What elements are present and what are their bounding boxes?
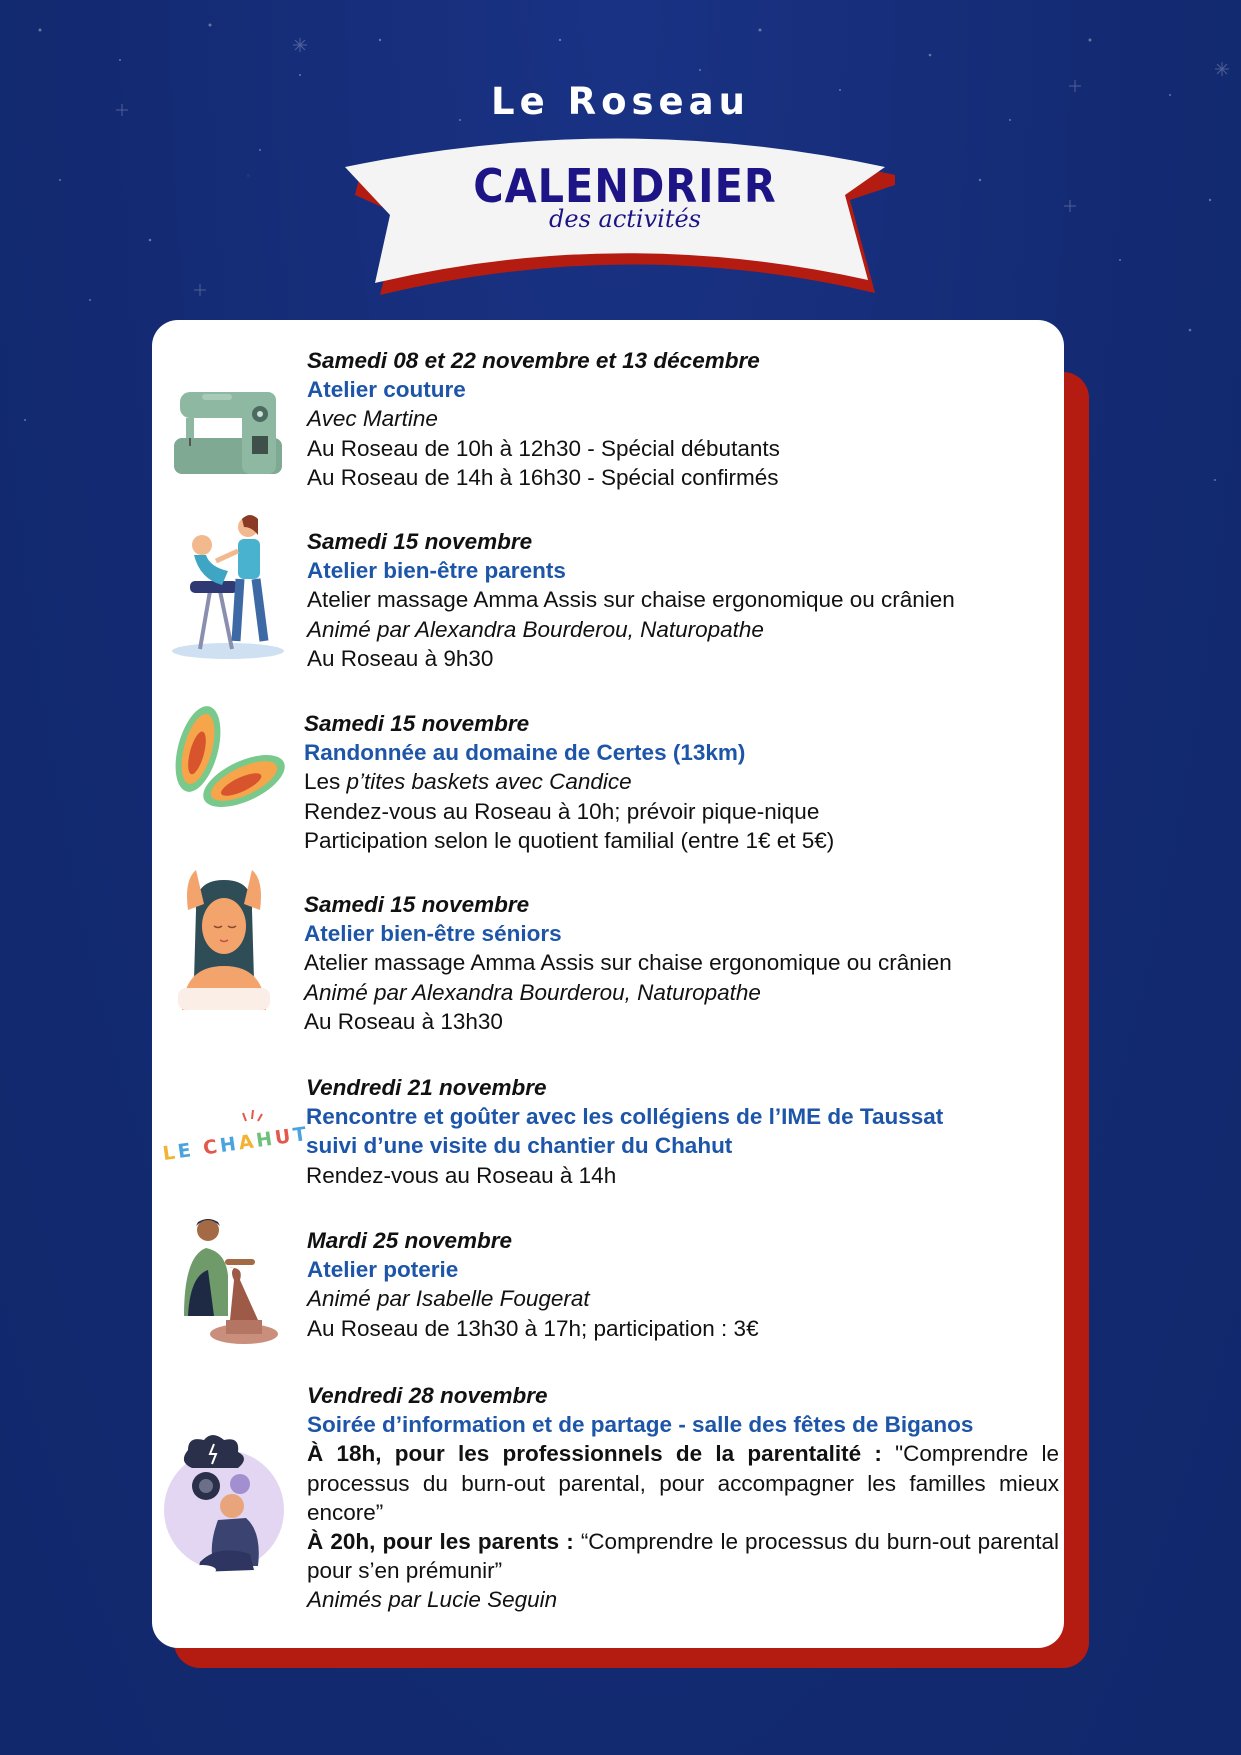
event-line: Au Roseau de 14h à 16h30 - Spécial confirmés [307, 464, 779, 490]
event-paragraph-lead: À 18h, pour les professionnels de la parentalité : [307, 1441, 882, 1467]
event-date: Samedi 15 novembre [304, 711, 530, 736]
event-paragraph-text: “Comprendre le processus du burn-out parental pour s’en prémunir” [307, 1529, 1059, 1584]
svg-text:LE CHAHUT: LE CHAHUT [161, 1122, 311, 1166]
event-date: Mardi 25 novembre [307, 1228, 513, 1253]
event-title: Soirée d’information et de partage - salle des fêtes de Biganos [307, 1412, 974, 1438]
event-line: Avec Martine [307, 406, 438, 432]
sewing-machine-icon [172, 386, 284, 476]
event-line: Au Roseau de 13h30 à 17h; participation : 3€ [307, 1315, 759, 1341]
event-title-continued: suivi d’une visite du chantier du Chahut [306, 1133, 733, 1159]
event-line: Au Roseau à 13h30 [304, 1008, 503, 1034]
event-title: Atelier poterie [307, 1257, 459, 1283]
banner-title: CALENDRIER [473, 159, 777, 213]
event-date: Samedi 15 novembre [307, 529, 533, 554]
event-line: Au Roseau à 9h30 [307, 645, 494, 671]
event-paragraph-text: "Comprendre le processus du burn-out parental, pour accompagner les familles mieux encore” [307, 1441, 1059, 1525]
event-date: Vendredi 21 novembre [306, 1075, 547, 1100]
event-line-prefix: Les [304, 769, 347, 795]
event-paragraph [307, 1527, 1059, 1585]
pottery-icon [174, 1216, 284, 1348]
event-line: Animés par Lucie Seguin [307, 1587, 558, 1613]
event-date: Samedi 08 et 22 novembre et 13 décembre [307, 348, 760, 373]
event-line: Animé par Alexandra Bourderou, Naturopathe [307, 616, 764, 642]
head-massage-icon [174, 870, 274, 1010]
events-card [152, 320, 1064, 1648]
event-title: Atelier couture [307, 377, 466, 403]
event-paragraph-lead: À 20h, pour les parents : [307, 1529, 574, 1555]
sneakers-icon [164, 699, 284, 819]
event-title: Randonnée au domaine de Certes (13km) [304, 740, 746, 766]
event-line [304, 767, 834, 796]
massage-chair-icon [170, 511, 286, 661]
banner [330, 125, 920, 305]
banner-subtitle: des activités [549, 205, 701, 233]
event-line: Atelier massage Amma Assis sur chaise ergonomique ou crânien [304, 950, 952, 976]
event-paragraph [307, 1439, 1059, 1527]
event-title: Atelier bien-être séniors [304, 921, 562, 947]
event-line: Rendez-vous au Roseau à 14h [306, 1162, 617, 1188]
event-line: Au Roseau de 10h à 12h30 - Spécial débutants [307, 435, 780, 461]
event-title: Rencontre et goûter avec les collégiens de l’IME de Taussat [306, 1104, 944, 1130]
event-line: Animé par Isabelle Fougerat [307, 1286, 590, 1312]
event-line: Animé par Alexandra Bourderou, Naturopathe [304, 979, 761, 1005]
event-date: Samedi 15 novembre [304, 892, 530, 917]
stressed-parent-icon [158, 1436, 298, 1576]
event-line: Participation selon le quotient familial (entre 1€ et 5€) [304, 827, 835, 853]
brand-name: Le Roseau [491, 80, 750, 123]
event-title: Atelier bien-être parents [307, 558, 566, 584]
event-line: Rendez-vous au Roseau à 10h; prévoir pique-nique [304, 798, 820, 824]
event-line-italic: p’tites baskets avec Candice [346, 769, 632, 795]
le-chahut-logo [158, 1103, 311, 1166]
le-chahut-logo-art [158, 1103, 311, 1166]
event-line: Atelier massage Amma Assis sur chaise ergonomique ou crânien [307, 587, 955, 613]
event-date: Vendredi 28 novembre [307, 1383, 548, 1408]
